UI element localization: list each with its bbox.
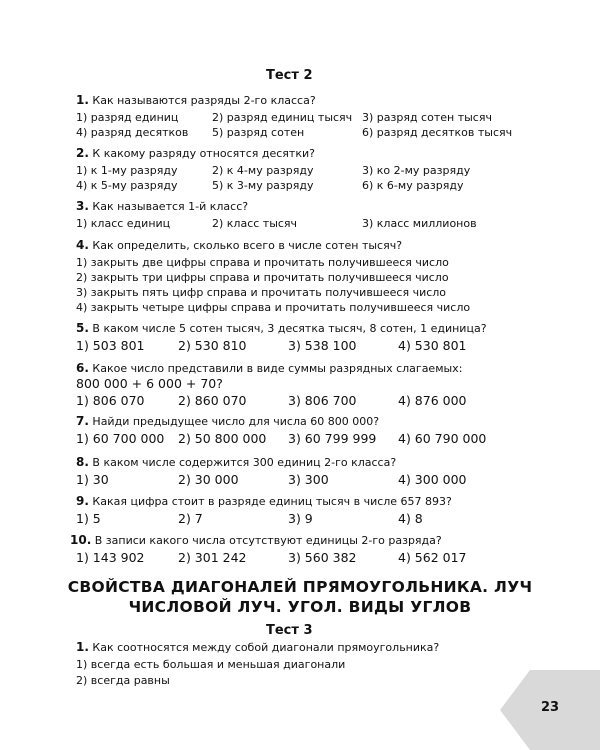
option: 1) 806 070	[76, 393, 145, 408]
question-4	[76, 238, 402, 252]
page-number: 23	[540, 700, 560, 715]
question-text: К какому разряду относятся десятки?	[92, 147, 315, 160]
option: 2) 50 800 000	[178, 431, 267, 446]
option: 3) класс миллионов	[362, 217, 477, 230]
question-text: В каком числе содержится 300 единиц 2-го класса?	[92, 456, 397, 469]
option: 4) закрыть четыре цифры справа и прочитать получившееся число	[76, 301, 471, 314]
option: 2) 530 810	[178, 338, 247, 353]
question-text: В каком числе 5 сотен тысяч, 3 десятка тысяч, 8 сотен, 1 единица?	[92, 322, 487, 335]
question-9	[76, 494, 452, 508]
question-text: Как называются разряды 2-го класса?	[92, 94, 316, 107]
question-number: 7.	[76, 414, 89, 428]
option: 2) 301 242	[178, 550, 247, 565]
test-3-question-1	[76, 640, 439, 654]
option: 5) разряд сотен	[212, 126, 305, 139]
question-5	[76, 321, 487, 335]
test-3-title: Тест 3	[266, 623, 313, 638]
question-text: Какая цифра стоит в разряде единиц тысяч в числе 657 893?	[92, 495, 452, 508]
option: 4) 562 017	[398, 550, 467, 565]
question-text: Как соотносятся между собой диагонали прямоугольника?	[92, 641, 440, 654]
question-number: 9.	[76, 494, 89, 508]
option: 5) к 3-му разряду	[212, 179, 314, 192]
option: 3) ко 2-му разряду	[362, 164, 471, 177]
option: 3) 538 100	[288, 338, 357, 353]
option: 2) к 4-му разряду	[212, 164, 314, 177]
question-3	[76, 199, 248, 213]
question-number: 1.	[76, 93, 89, 107]
option: 1) 30	[76, 472, 109, 487]
question-6-expression: 800 000 + 6 000 + 70?	[76, 376, 223, 391]
question-7	[76, 414, 379, 428]
option: 6) разряд десятков тысяч	[362, 126, 513, 139]
option: 1) 503 801	[76, 338, 145, 353]
question-number: 6.	[76, 361, 89, 375]
option: 2) 30 000	[178, 472, 239, 487]
question-number: 1.	[76, 640, 89, 654]
question-number: 8.	[76, 455, 89, 469]
option: 2) закрыть три цифры справа и прочитать получившееся число	[76, 271, 449, 284]
option: 1) 5	[76, 511, 101, 526]
option: 3) 9	[288, 511, 313, 526]
option: 2) разряд единиц тысяч	[212, 111, 353, 124]
option: 1) разряд единиц	[76, 111, 179, 124]
option: 2) 7	[178, 511, 203, 526]
option: 4) разряд десятков	[76, 126, 189, 139]
question-number: 5.	[76, 321, 89, 335]
question-8	[76, 455, 396, 469]
option: 1) класс единиц	[76, 217, 171, 230]
option: 4) 60 790 000	[398, 431, 487, 446]
option: 4) 876 000	[398, 393, 467, 408]
question-text: Найди предыдущее число для числа 60 800 000?	[92, 415, 380, 428]
option: 4) 300 000	[398, 472, 467, 487]
option: 1) к 1-му разряду	[76, 164, 178, 177]
question-number: 10.	[70, 533, 92, 547]
question-text: Какое число представили в виде суммы разрядных слагаемых:	[92, 362, 463, 375]
section-heading-line-1: СВОЙСТВА ДИАГОНАЛЕЙ ПРЯМОУГОЛЬНИКА. ЛУЧ	[67, 578, 533, 596]
option: 1) всегда есть большая и меньшая диагонали	[76, 658, 346, 671]
question-1	[76, 93, 316, 107]
question-text: Как определить, сколько всего в числе сотен тысяч?	[92, 239, 403, 252]
question-10	[70, 533, 442, 547]
option: 4) 530 801	[398, 338, 467, 353]
option: 2) класс тысяч	[212, 217, 298, 230]
option: 3) закрыть пять цифр справа и прочитать получившееся число	[76, 286, 447, 299]
test-2-title: Тест 2	[266, 68, 313, 83]
option: 4) 8	[398, 511, 423, 526]
option: 1) закрыть две цифры справа и прочитать получившееся число	[76, 256, 449, 269]
question-text: В записи какого числа отсутствуют единицы 2-го разряда?	[94, 534, 442, 547]
option: 3) разряд сотен тысяч	[362, 111, 492, 124]
option: 4) к 5-му разряду	[76, 179, 178, 192]
question-number: 2.	[76, 146, 89, 160]
question-text: Как называется 1-й класс?	[92, 200, 249, 213]
question-2	[76, 146, 315, 160]
option: 1) 60 700 000	[76, 431, 165, 446]
option: 3) 60 799 999	[288, 431, 377, 446]
option: 2) всегда равны	[76, 674, 170, 687]
option: 6) к 6-му разряду	[362, 179, 464, 192]
option: 3) 560 382	[288, 550, 357, 565]
question-6	[76, 361, 462, 375]
option: 1) 143 902	[76, 550, 145, 565]
section-heading-line-2: ЧИСЛОВОЙ ЛУЧ. УГОЛ. ВИДЫ УГЛОВ	[128, 598, 472, 616]
option: 2) 860 070	[178, 393, 247, 408]
option: 3) 300	[288, 472, 329, 487]
question-number: 4.	[76, 238, 89, 252]
option: 3) 806 700	[288, 393, 357, 408]
question-number: 3.	[76, 199, 89, 213]
